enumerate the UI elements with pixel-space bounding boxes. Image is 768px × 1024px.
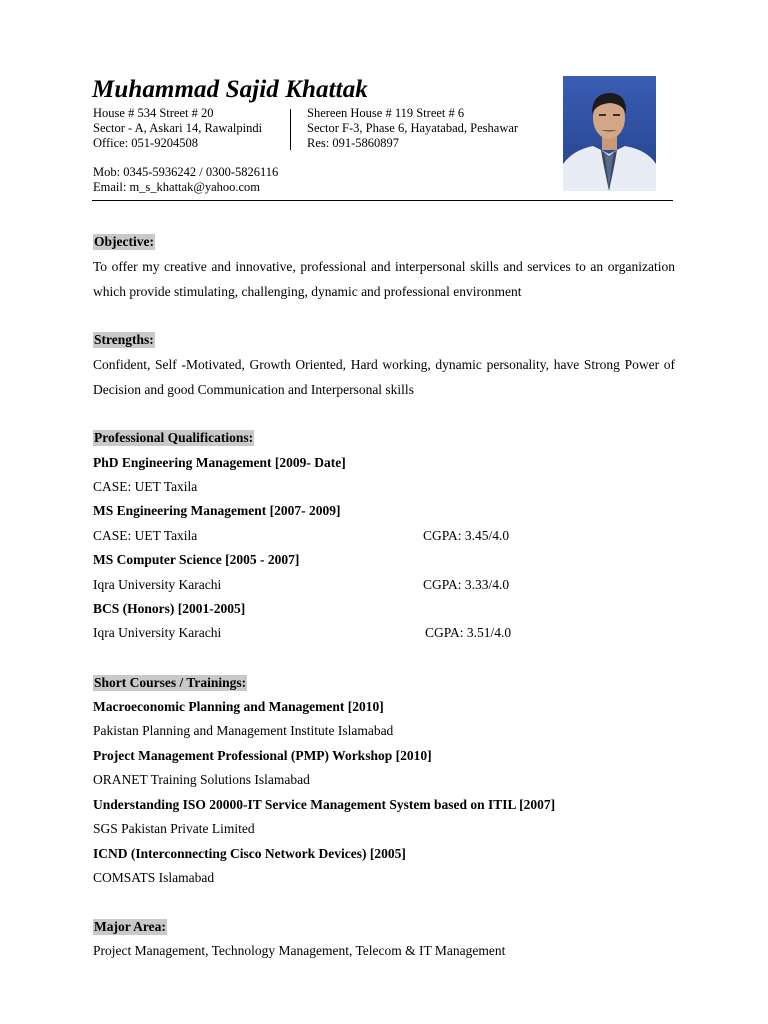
profile-photo [563,76,656,191]
address-line: House # 534 Street # 20 [93,106,214,120]
qualification-institute: CASE: UET Taxila [93,528,198,543]
qualification-cgpa: CGPA: 3.51/4.0 [425,625,512,640]
qualification-degree: MS Engineering Management [2007- 2009] [93,503,341,518]
course-title: Project Management Professional (PMP) Workshop [2010] [93,748,432,763]
office-phone: Office: 051-9204508 [93,136,198,150]
course-title: ICND (Interconnecting Cisco Network Devices) [2005] [93,846,406,861]
address-line: Sector F-3, Phase 6, Hayatabad, Peshawar [307,121,519,135]
address-divider [290,109,291,150]
qualification-degree: BCS (Honors) [2001-2005] [93,601,246,616]
address-line: Sector - A, Askari 14, Rawalpindi [93,121,263,135]
course-title: Macroeconomic Planning and Management [2010] [93,699,384,714]
course-provider: COMSATS Islamabad [93,870,215,885]
major-area-text: Project Management, Technology Management, Telecom & IT Management [93,943,506,958]
candidate-name: Muhammad Sajid Khattak [92,76,368,103]
strengths-text: Confident, Self -Motivated, Growth Oriented, Hard working, dynamic personality, have Strong Power of Decision and good Communication and Interpersonal skills [93,357,675,397]
courses-heading: Short Courses / Trainings: [94,675,247,690]
qualification-institute: Iqra University Karachi [93,625,222,640]
major-area-heading: Major Area: [94,919,166,934]
course-provider: ORANET Training Solutions Islamabad [93,772,310,787]
course-provider: SGS Pakistan Private Limited [93,821,255,836]
course-title: Understanding ISO 20000-IT Service Management System based on ITIL [2007] [93,797,556,812]
address-right [307,106,518,151]
contact-block [93,165,278,195]
qualification-cgpa: CGPA: 3.33/4.0 [423,577,510,592]
qualifications-heading: Professional Qualifications: [94,430,254,445]
mobile-number: Mob: 0345-5936242 / 0300-5826116 [93,165,279,179]
strengths-heading: Strengths: [94,332,154,347]
address-line: Shereen House # 119 Street # 6 [307,106,465,120]
email-address: Email: m_s_khattak@yahoo.com [93,180,261,194]
course-provider: Pakistan Planning and Management Institute Islamabad [93,723,394,738]
qualification-institute: CASE: UET Taxila [93,479,198,494]
qualification-degree: PhD Engineering Management [2009- Date] [93,455,346,470]
objective-text: To offer my creative and innovative, professional and interpersonal skills and services to an organization which provide stimulating, challenging, dynamic and professional environment [93,259,675,299]
qualification-cgpa: CGPA: 3.45/4.0 [423,528,510,543]
objective-heading: Objective: [94,234,154,249]
address-left [93,106,262,151]
qualification-degree: MS Computer Science [2005 - 2007] [93,552,300,567]
qualification-institute: Iqra University Karachi [93,577,222,592]
header-divider [92,200,673,201]
residence-phone: Res: 091-5860897 [307,136,400,150]
